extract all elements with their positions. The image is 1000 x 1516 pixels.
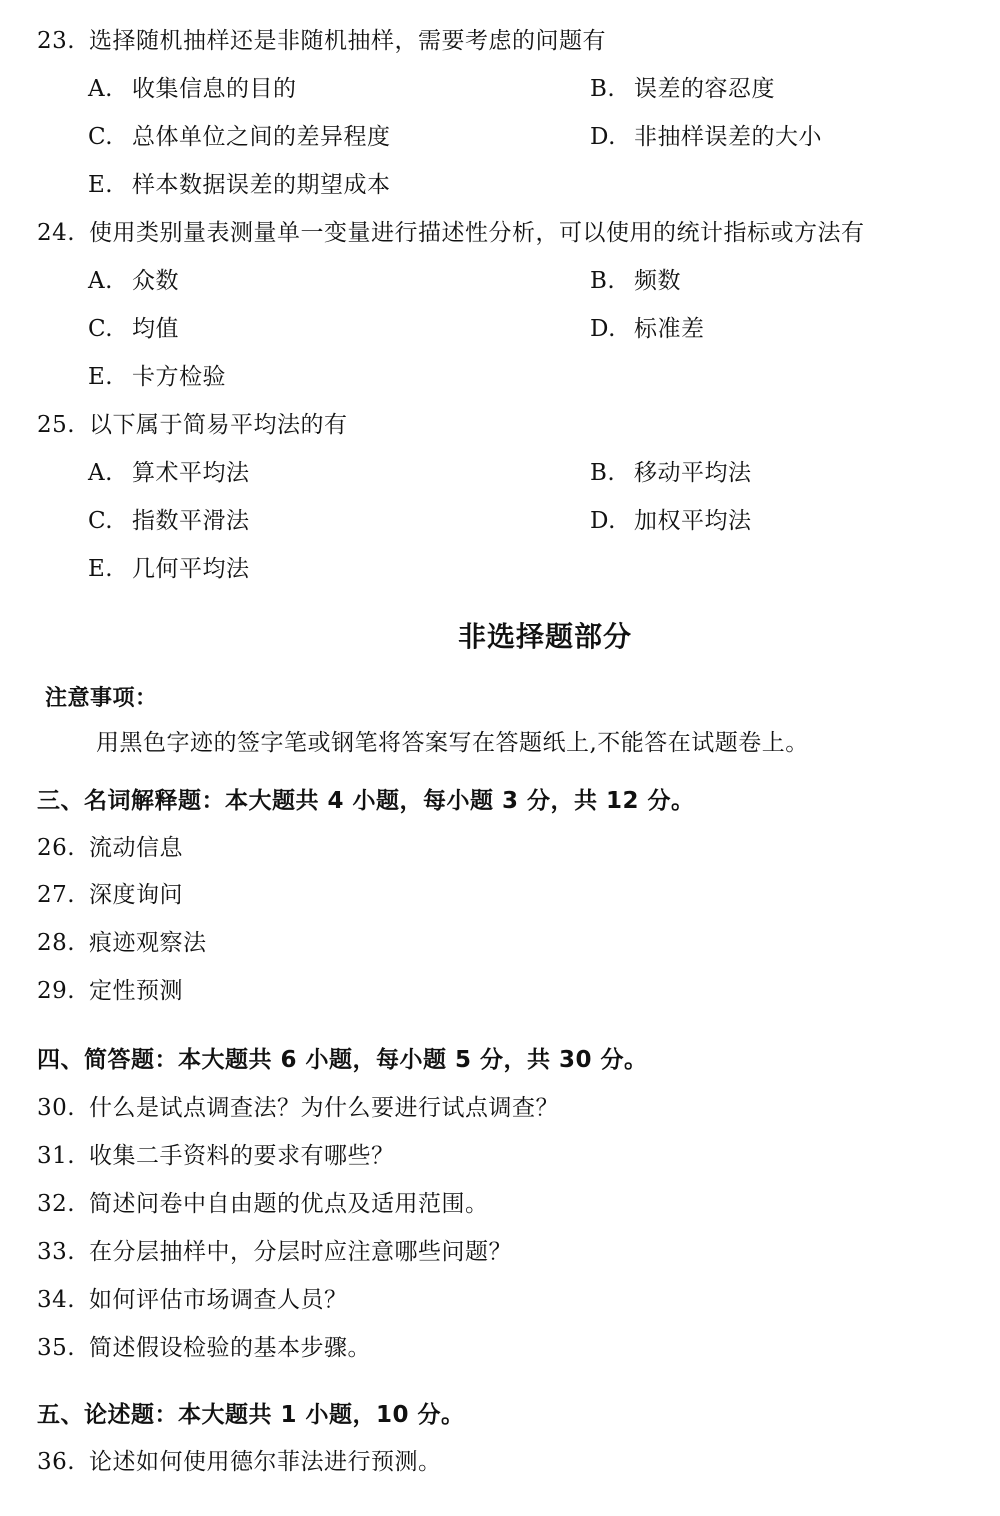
question-33 [37, 1237, 512, 1267]
question-text: 简述问卷中自由题的优点及适用范围。 [89, 1191, 489, 1217]
section-heading-3: 三、名词解释题：本大题共 4 小题，每小题 3 分，共 12 分。 [37, 788, 695, 814]
option-letter: A. [88, 76, 113, 102]
question-34 [37, 1285, 348, 1315]
question-text: 如何评估市场调查人员？ [89, 1287, 348, 1313]
option-text: 样本数据误差的期望成本 [132, 172, 391, 198]
option-text: 加权平均法 [634, 508, 752, 534]
option-letter: A. [88, 460, 113, 486]
option-text: 频数 [634, 268, 681, 294]
option-24-c [88, 314, 179, 344]
option-letter: B. [590, 460, 616, 486]
option-25-d [590, 506, 752, 536]
part-title: 非选择题部分 [457, 620, 632, 653]
option-text: 众数 [132, 268, 179, 294]
question-text: 流动信息 [89, 835, 183, 861]
option-letter: E. [88, 364, 114, 390]
question-text: 论述如何使用德尔菲法进行预测。 [89, 1449, 442, 1475]
option-letter: D. [590, 316, 616, 342]
question-number: 35. [37, 1335, 76, 1361]
option-23-c [88, 122, 391, 152]
question-35 [37, 1333, 371, 1363]
question-26 [37, 833, 183, 863]
option-letter: D. [590, 124, 616, 150]
question-text: 痕迹观察法 [89, 930, 207, 956]
question-number: 27. [37, 882, 76, 908]
option-text: 误差的容忍度 [634, 76, 775, 102]
option-24-d [590, 314, 705, 344]
option-25-c [88, 506, 250, 536]
option-letter: E. [88, 172, 114, 198]
question-text: 定性预测 [89, 978, 183, 1004]
option-23-b [590, 74, 775, 104]
option-text: 几何平均法 [132, 556, 250, 582]
question-23 [37, 26, 606, 56]
question-number: 31. [37, 1143, 76, 1169]
question-24 [37, 218, 865, 248]
question-number: 30. [37, 1095, 76, 1121]
question-36 [37, 1447, 442, 1477]
question-32 [37, 1189, 489, 1219]
option-text: 算术平均法 [132, 460, 250, 486]
question-text: 在分层抽样中，分层时应注意哪些问题？ [89, 1239, 512, 1265]
option-letter: D. [590, 508, 616, 534]
question-29 [37, 976, 183, 1006]
section-heading-4: 四、简答题：本大题共 6 小题，每小题 5 分，共 30 分。 [37, 1047, 648, 1073]
question-number: 26. [37, 835, 76, 861]
question-25 [37, 410, 348, 440]
question-number: 34. [37, 1287, 76, 1313]
question-number: 33. [37, 1239, 76, 1265]
question-number: 25. [37, 412, 76, 438]
question-text: 使用类别量表测量单一变量进行描述性分析，可以使用的统计指标或方法有 [89, 220, 865, 246]
notice-label: 注意事项： [45, 686, 158, 711]
option-24-a [88, 266, 179, 296]
option-25-a [88, 458, 250, 488]
option-24-e [88, 362, 226, 392]
question-text: 收集二手资料的要求有哪些？ [89, 1143, 395, 1169]
option-text: 标准差 [634, 316, 705, 342]
option-25-b [590, 458, 752, 488]
option-text: 卡方检验 [132, 364, 226, 390]
question-text: 简述假设检验的基本步骤。 [89, 1335, 371, 1361]
option-letter: E. [88, 556, 114, 582]
option-23-e [88, 170, 391, 200]
question-text: 什么是试点调查法？为什么要进行试点调查？ [89, 1095, 559, 1121]
section-heading-5: 五、论述题：本大题共 1 小题，10 分。 [37, 1402, 465, 1428]
question-27 [37, 880, 183, 910]
option-text: 均值 [132, 316, 179, 342]
option-letter: C. [88, 316, 114, 342]
option-text: 收集信息的目的 [132, 76, 297, 102]
notice-text: 用黑色字迹的签字笔或钢笔将答案写在答题纸上,不能答在试题卷上。 [96, 730, 809, 756]
question-30 [37, 1093, 559, 1123]
option-letter: A. [88, 268, 113, 294]
option-23-a [88, 74, 297, 104]
option-letter: B. [590, 268, 616, 294]
option-letter: C. [88, 508, 114, 534]
option-text: 非抽样误差的大小 [634, 124, 822, 150]
question-text: 选择随机抽样还是非随机抽样，需要考虑的问题有 [89, 28, 606, 54]
option-text: 总体单位之间的差异程度 [132, 124, 391, 150]
question-number: 28. [37, 930, 76, 956]
question-number: 24. [37, 220, 76, 246]
option-letter: C. [88, 124, 114, 150]
question-number: 29. [37, 978, 76, 1004]
question-number: 23. [37, 28, 76, 54]
option-text: 指数平滑法 [132, 508, 250, 534]
question-text: 以下属于简易平均法的有 [89, 412, 348, 438]
question-31 [37, 1141, 395, 1171]
option-text: 移动平均法 [634, 460, 752, 486]
question-number: 32. [37, 1191, 76, 1217]
question-text: 深度询问 [89, 882, 183, 908]
question-28 [37, 928, 207, 958]
question-number: 36. [37, 1449, 76, 1475]
option-23-d [590, 122, 822, 152]
option-25-e [88, 554, 250, 584]
option-letter: B. [590, 76, 616, 102]
option-24-b [590, 266, 681, 296]
